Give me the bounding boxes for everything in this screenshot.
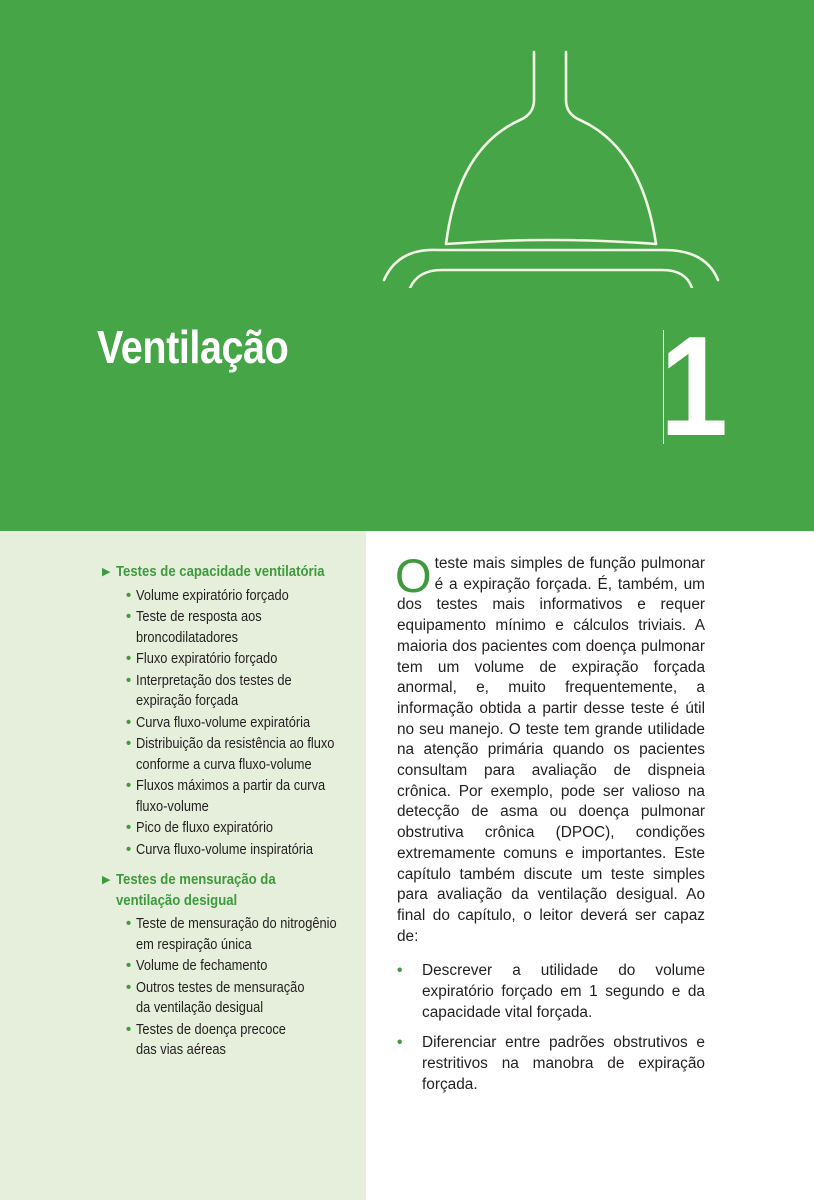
bullet-icon: • bbox=[397, 1034, 403, 1052]
outline-section bbox=[102, 562, 364, 860]
objective-text: Descrever a utilidade do volume expiratório forçado em 1 segundo e da capacidade vital forçada. bbox=[422, 962, 705, 1021]
outline-item: • Testes de doença precoce das vias aéreas bbox=[126, 1021, 286, 1058]
outline-item: • Curva fluxo-volume expiratória bbox=[126, 713, 364, 734]
outline-item: • Fluxos máximos a partir da curva fluxo-volume bbox=[126, 778, 326, 815]
objective-item bbox=[397, 1033, 705, 1095]
bullet-icon: • bbox=[126, 714, 132, 731]
bullet-icon: • bbox=[126, 820, 132, 836]
bullet-icon: • bbox=[126, 672, 132, 689]
learning-objectives bbox=[397, 961, 705, 1095]
bullet-icon: • bbox=[126, 979, 132, 996]
outline-section-heading: Testes de mensuração da ventilação desigual bbox=[116, 872, 276, 909]
bullet-icon: • bbox=[397, 962, 403, 980]
bullet-icon: • bbox=[126, 916, 132, 932]
intro-paragraph bbox=[395, 549, 705, 947]
outline-item: • Curva fluxo-volume inspiratória bbox=[126, 840, 364, 861]
spirometer-bell-icon bbox=[380, 48, 722, 288]
objective-text: Diferenciar entre padrões obstrutivos e restritivos na manobra de expiração forçada. bbox=[422, 1034, 705, 1093]
outline-items bbox=[116, 586, 364, 861]
outline-items bbox=[116, 914, 364, 1061]
bullet-icon: • bbox=[126, 778, 132, 794]
intro-text: teste mais simples de função pulmonar é a expiração forçada. É, também, um dos testes mais informativos e requer equipamento mínimo e cálculos triviais. A maioria dos pacientes com doença pulmonar tem um volume de expiração forçada anormal, e, muito frequentemente, a informação obtida a partir desse teste é útil no seu manejo. O teste tem grande utilidade na atenção primária quando os pacientes consultam para avaliação de dispneia crônica. Por exemplo, pode ser valioso na detecção de asma ou doença pulmonar obstrutiva crônica (DPOC), condições extremamente comuns e importantes. Este capítulo também discute um teste simples para avaliação da ventilação desigual. Ao final do capítulo, o leitor deverá ser capaz de: bbox=[397, 555, 705, 945]
bullet-icon: • bbox=[126, 609, 132, 625]
outline-section-heading: Testes de capacidade ventilatória bbox=[116, 564, 325, 580]
outline-item: • Fluxo expiratório forçado bbox=[126, 649, 364, 670]
outline-item: • Distribuição da resistência ao fluxo conforme a curva fluxo-volume bbox=[126, 736, 335, 773]
drop-cap: O bbox=[395, 549, 432, 602]
chapter-number: 1 bbox=[660, 307, 728, 466]
outline-section bbox=[102, 870, 364, 1061]
bullet-icon: • bbox=[126, 587, 132, 604]
bullet-icon: • bbox=[126, 736, 132, 752]
objective-item bbox=[397, 961, 705, 1023]
arrow-right-icon: ▶ bbox=[102, 566, 111, 578]
chapter-banner bbox=[0, 0, 814, 531]
outline-item: • Volume expiratório forçado bbox=[126, 586, 364, 607]
bullet-icon: • bbox=[126, 651, 132, 667]
outline-item: • Pico de fluxo expiratório bbox=[126, 818, 364, 839]
outline-item: • Teste de mensuração do nitrogênio em respiração única bbox=[126, 916, 337, 953]
bullet-icon: • bbox=[126, 1021, 132, 1038]
chapter-title: Ventilação bbox=[97, 321, 289, 373]
outline-item: • Interpretação dos testes de expiração forçada bbox=[126, 672, 292, 709]
arrow-right-icon: ▶ bbox=[102, 874, 111, 886]
chapter-introduction bbox=[395, 549, 705, 1106]
outline-item: • Outros testes de mensuração da ventilação desigual bbox=[126, 979, 305, 1016]
bullet-icon: • bbox=[126, 958, 132, 974]
bullet-icon: • bbox=[126, 841, 132, 858]
outline-item: • Teste de resposta aos broncodilatadores bbox=[126, 609, 262, 646]
chapter-outline bbox=[102, 558, 364, 1062]
outline-item: • Volume de fechamento bbox=[126, 956, 364, 977]
